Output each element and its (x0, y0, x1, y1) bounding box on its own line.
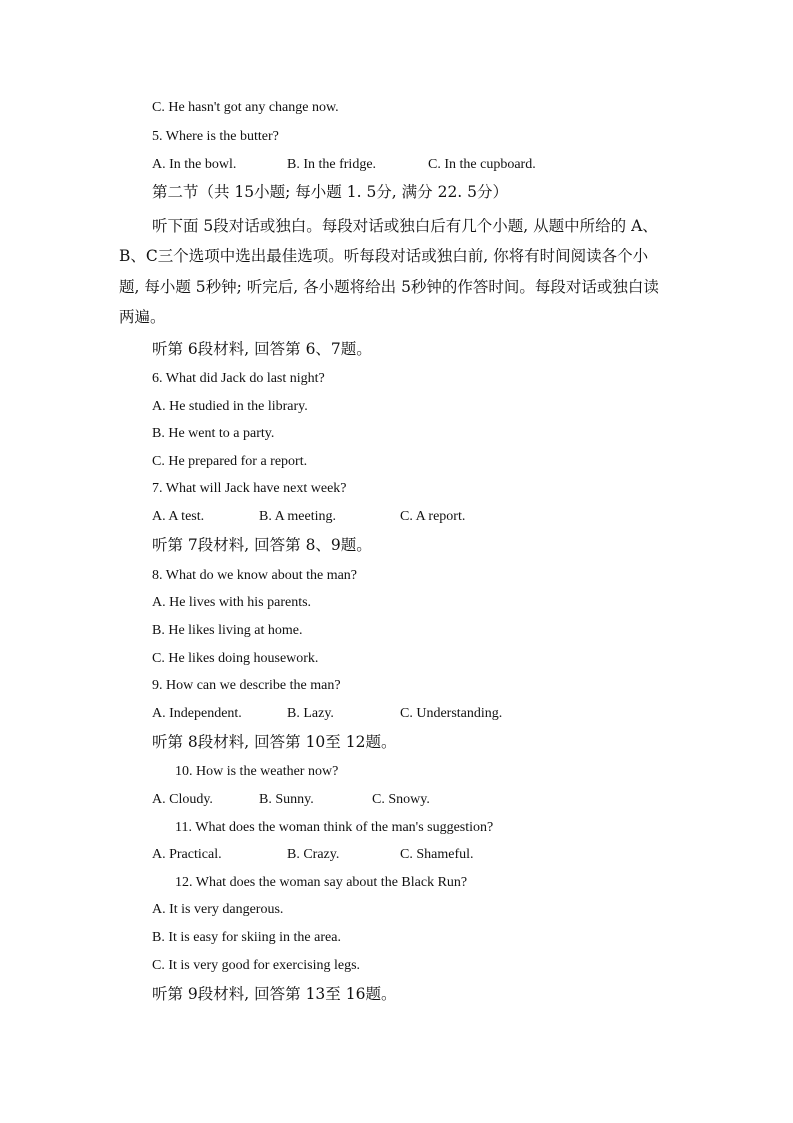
instructions-line-1: 听下面 5段对话或独白。每段对话或独白后有几个小题, 从题中所给的 A、 (152, 217, 658, 235)
q8-option-b: B. He likes living at home. (152, 623, 303, 638)
q12-option-a: A. It is very dangerous. (152, 902, 284, 917)
q8-option-c: C. He likes doing housework. (152, 651, 319, 666)
q11-question: 11. What does the woman think of the man's suggestion? (175, 820, 494, 835)
q10-question: 10. How is the weather now? (175, 764, 339, 779)
q10-option-a: A. Cloudy. (152, 792, 213, 807)
q9-option-b: B. Lazy. (287, 706, 334, 721)
q6-question: 6. What did Jack do last night? (152, 371, 325, 386)
q6-option-c: C. He prepared for a report. (152, 454, 308, 469)
q12-option-c: C. It is very good for exercising legs. (152, 958, 361, 973)
q5-option-b: B. In the fridge. (287, 157, 377, 172)
q9-option-a: A. Independent. (152, 706, 242, 721)
instructions-line-2: B、C三个选项中选出最佳选项。听每段对话或独白前, 你将有时间阅读各个小 (119, 247, 649, 265)
instructions-line-4: 两遍。 (119, 308, 166, 326)
material-8-heading: 听第 8段材料, 回答第 10至 12题。 (152, 733, 397, 751)
q4-option-c: C. He hasn't got any change now. (152, 100, 339, 115)
material-9-heading: 听第 9段材料, 回答第 13至 16题。 (152, 985, 397, 1003)
q9-option-c: C. Understanding. (400, 706, 503, 721)
q12-question: 12. What does the woman say about the Black Run? (175, 875, 468, 890)
q9-question: 9. How can we describe the man? (152, 678, 341, 693)
q7-option-a: A. A test. (152, 509, 205, 524)
material-7-heading: 听第 7段材料, 回答第 8、9题。 (152, 536, 372, 554)
q7-question: 7. What will Jack have next week? (152, 481, 347, 496)
q8-option-a: A. He lives with his parents. (152, 595, 312, 610)
q5-option-a: A. In the bowl. (152, 157, 237, 172)
q5-option-c: C. In the cupboard. (428, 157, 536, 172)
q7-option-c: C. A report. (400, 509, 466, 524)
section-2-heading: 第二节（共 15小题; 每小题 1. 5分, 满分 22. 5分） (152, 183, 509, 201)
q5-question: 5. Where is the butter? (152, 129, 279, 144)
q11-option-c: C. Shameful. (400, 847, 474, 862)
q10-option-c: C. Snowy. (372, 792, 430, 807)
q12-option-b: B. It is easy for skiing in the area. (152, 930, 341, 945)
q10-option-b: B. Sunny. (259, 792, 314, 807)
material-6-heading: 听第 6段材料, 回答第 6、7题。 (152, 340, 372, 358)
q11-option-b: B. Crazy. (287, 847, 340, 862)
q6-option-a: A. He studied in the library. (152, 399, 308, 414)
q8-question: 8. What do we know about the man? (152, 568, 358, 583)
q11-option-a: A. Practical. (152, 847, 222, 862)
q6-option-b: B. He went to a party. (152, 426, 275, 441)
q7-option-b: B. A meeting. (259, 509, 336, 524)
instructions-line-3: 题, 每小题 5秒钟; 听完后, 各小题将给出 5秒钟的作答时间。每段对话或独白读 (119, 278, 659, 296)
